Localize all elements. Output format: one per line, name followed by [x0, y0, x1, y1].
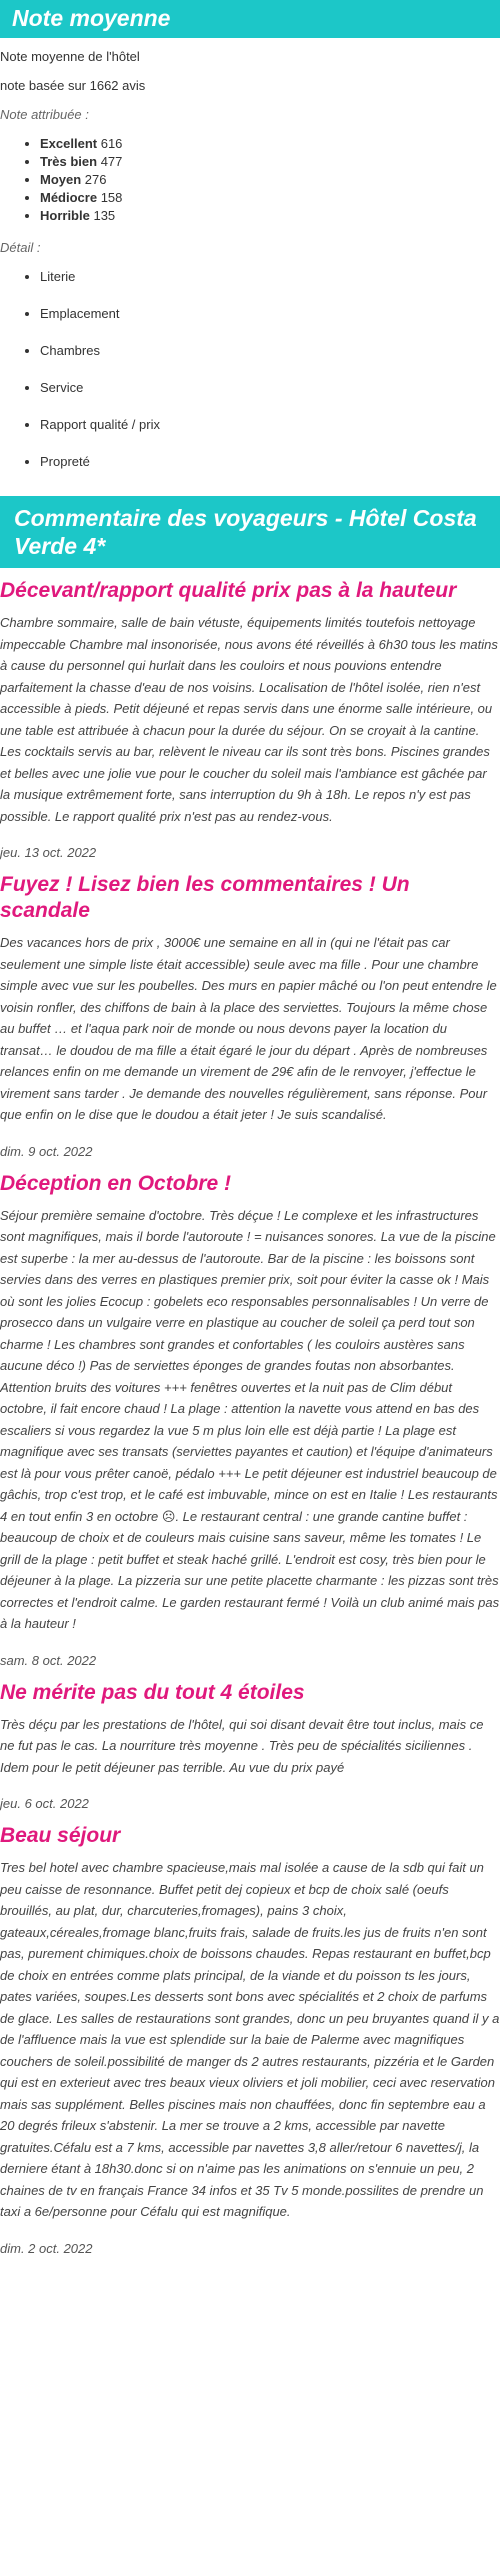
- rating-detail-item: • Literie: [40, 268, 500, 286]
- rating-detail-label: Détail :: [0, 240, 41, 255]
- rating-count-item: • Horrible 135: [40, 207, 500, 225]
- review-body: Des vacances hors de prix , 3000€ une semaine en all in (qui ne l'était pas car seulement une simple liste était accessible) seule avec ma fille . Pour une chambre simple avec vue sur les poubelles. Des murs en papier mâché ou l'on peut entendre le voisin ronfler, des chiffons de bain à la place des serviettes. Toujours la même chose au buffet … et l'aqua park noir de monde ou nous devons payer la location du transat… le doudou de ma fille a était égaré le jour du départ . Après de nombreuses relances enfin on me demande un virement de 29€ afin de le renvoyer, j'effectue le virement sans tarder . Je demande des nouvelles régulièrement, sans réponse. Pour que enfin on le dise que le doudou a était jeter ! Je suis scandalisé.: [0, 935, 497, 1122]
- rating-counts-list: [40, 135, 500, 225]
- review-date: dim. 2 oct. 2022: [0, 2240, 93, 2256]
- rating-details-list: [40, 268, 500, 496]
- review-body: Chambre sommaire, salle de bain vétuste, équipements limités toutefois nettoyage impeccable Chambre mal insonorisée, nous avons été réveillés à 6h30 tous les matins à cause du personnel qui hurlait dans les couloirs et nous pouvions entendre parfaitement la chasse d'eau de nos voisins. Localisation de l'hôtel isolée, rien n'est accessible à pieds. Petit déjeuné et repas servis dans une énorme salle intérieure, ou une table est attribuée à chacun pour la durée du séjour. On se croyait à la cantine. Les cocktails servis au bar, relèvent le niveau car ils sont très bons. Piscines grandes et belles avec une jolie vue pour le coucher du soleil mais l'ambiance est gâchée par la musique extrêmement forte, sans interruption du 9h à 18h. Le repos n'y est pas possible. Le rapport qualité prix n'est pas au rendez-vous.: [0, 615, 498, 824]
- rating-based-on: note basée sur 1662 avis: [0, 78, 146, 93]
- review-date: jeu. 6 oct. 2022: [0, 1796, 89, 1811]
- review-item: [0, 872, 500, 1161]
- review-title: Beau séjour: [0, 1824, 121, 1847]
- review-item: [0, 578, 500, 862]
- review-title: Décevant/rapport qualité prix pas à la hauteur: [0, 579, 457, 602]
- rating-count-item: • Très bien 477: [40, 153, 500, 171]
- rating-attributed-label: Note attribuée :: [0, 107, 89, 122]
- review-item: [0, 1823, 500, 2258]
- review-item: [0, 1171, 500, 1670]
- rating-count-item: • Moyen 276: [40, 171, 500, 189]
- rating-section-header: Note moyenne: [0, 0, 500, 38]
- rating-detail-item: • Rapport qualité / prix: [40, 416, 500, 434]
- rating-title: Note moyenne de l'hôtel: [0, 49, 140, 64]
- rating-detail-item: • Propreté: [40, 453, 500, 471]
- review-date: sam. 8 oct. 2022: [0, 1652, 97, 1668]
- review-body: Séjour première semaine d'octobre. Très déçue ! Le complexe et les infrastructures sont magnifiques, mais il borde l'autoroute ! = nuisances sonores. La vue de la piscine est superbe : la mer au-dessus de l'autoroute. Bar de la piscine : les boissons sont servies dans des verres en plastiques premier prix, soit pour éviter la casse ok ! Mais où sont les jolies Ecocup : gobelets eco responsables personnalisables ! Un verre de prosecco dans un vulgaire verre en plastique au coucher de soleil ça perd tout son charme ! Les chambres sont grandes et confortables ( les couloirs austères sans aucune déco !) Pas de serviettes éponges de grandes foutas non absorbantes. Attention bruits des voitures +++ fenêtres ouvertes et la nuit pas de Clim début octobre, il fait encore chaud ! La plage : attention la navette vous attend en bas des escaliers si vous regardez la vue 5 m plus loin elle est déjà partie ! La plage est magnifique avec ses transats (serviettes payantes et caution) et l'équipe d'animateurs est là pour vous prêter canoë, pédalo +++ Le petit déjeuner est industriel beaucoup de gâchis, trop c'est trop, et le café est imbuvable, mince on est en Italie ! Les restaurants 4 en tout enfin 3 en octobre ☹. Le restaurant central : une grande cantine buffet : beaucoup de choix et de couleurs mais cuisine sans saveur, même les tomates ! Le grill de la plage : petit buffet et steak haché grillé. L'endroit est cosy, très bien pour le déjeuner à la plage. La pizzeria sur une petite placette charmante : les pizzas sont très correctes et l'endroit calme. Le garden restaurant fermé ! Voilà un club animé mais pas à la hauteur !: [0, 1207, 500, 1631]
- review-title: Fuyez ! Lisez bien les commentaires ! Un scandale: [0, 873, 410, 922]
- rating-block: [0, 38, 500, 496]
- review-title: Déception en Octobre !: [0, 1171, 232, 1195]
- rating-detail-item: • Emplacement: [40, 305, 500, 323]
- review-date: jeu. 13 oct. 2022: [0, 845, 97, 860]
- review-body: Très déçu par les prestations de l'hôtel, qui soi disant devait être tout inclus, mais ce ne fut pas le cas. La nourriture très moyenne . Très peu de spécialités siciliennes . Idem pour le petit déjeuner pas terrible. Au vue du prix payé: [0, 1716, 484, 1775]
- review-date: dim. 9 oct. 2022: [0, 1143, 93, 1159]
- rating-count-item: • Excellent 616: [40, 135, 500, 153]
- review-title: Ne mérite pas du tout 4 étoiles: [0, 1680, 305, 1704]
- rating-detail-item: • Chambres: [40, 342, 500, 360]
- rating-count-item: • Médiocre 158: [40, 189, 500, 207]
- rating-detail-item: • Service: [40, 379, 500, 397]
- review-item: [0, 1680, 500, 1814]
- review-body: Tres bel hotel avec chambre spacieuse,mais mal isolée a cause de la sdb qui fait un peu caisse de resonnance. Buffet petit dej copieux et bcp de choix salé (oeufs brouillés, au plat, dur, charcuteries,fromages), pains 3 choix, gateaux,céreales,fromage blanc,fruits frais, salade de fruits.les jus de fruits n'en sont pas, purement chimiques.choix de boissons chaudes. Repas restaurant en buffet,bcp de choix en entrées comme plats principal, de la viande et du poisson ts les jours, pates variées, soupes.Les desserts sont bons avec spécialités et 2 choix de parfums de glace. Les salles de restaurations sont grandes, donc un peu bruyantes quand il y a de l'affluence mais la vue est splendide sur la baie de Palerme avec magnifiques couchers de soleil.possibilité de manger ds 2 autres restaurants, pizzéria et le Garden qui est en exterieut avec tres beaux vieux oliviers et joli mobilier, ceci avec reservation mais sas supplément. Belles piscines mais non chauffées, donc fin septembre eau a 20 degrés frileux s'abstenir. La mer se trouve a 2 kms, accessible par navette gratuites.Céfalu est a 7 kms, accessible par navettes 3,8 aller/retour 6 navettes/j, la derniere étant à 18h30.donc si on n'aime pas les animations on s'ennuie un peu, 2 chaines de tv en français France 34 infos et 35 Tv 5 monde.possilites de prendre un taxi a 6e/personne pour Céfalu qui est magnifique.: [0, 1860, 500, 2219]
- reviews-section-header: Commentaire des voyageurs - Hôtel Costa Verde 4*: [0, 496, 500, 568]
